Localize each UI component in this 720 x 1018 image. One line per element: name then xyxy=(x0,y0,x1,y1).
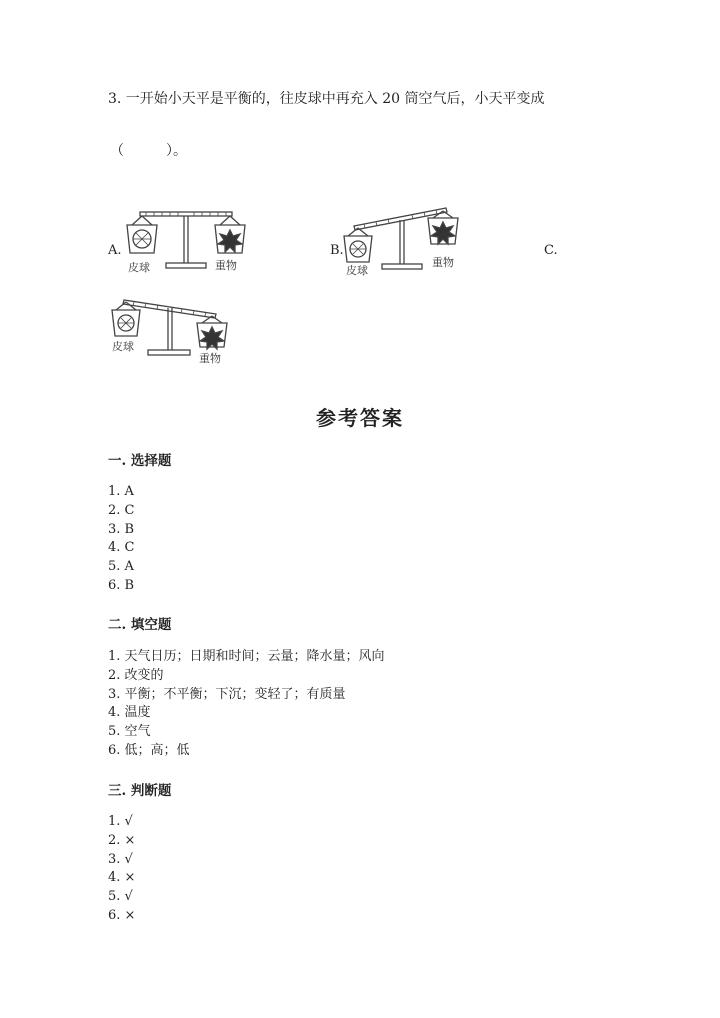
list-item: 5. 空气 xyxy=(108,724,151,740)
option-c-left-label: 皮球 xyxy=(112,340,134,353)
list-item: 5. √ xyxy=(108,889,133,905)
list-item: 3. 平衡；不平衡；下沉；变轻了；有质量 xyxy=(108,686,346,702)
option-a-left-label: 皮球 xyxy=(128,261,150,274)
balance-scale-a-image xyxy=(120,205,260,280)
list-item: 4. 温度 xyxy=(108,705,151,721)
list-item: 6. B xyxy=(108,577,135,593)
list-item: 6. × xyxy=(108,907,136,923)
list-item: 3. B xyxy=(108,521,135,537)
option-b-letter: B. xyxy=(330,243,344,258)
list-item: 5. A xyxy=(108,559,134,575)
list-item: 1. 天气日历；日期和时间；云量；降水量；风向 xyxy=(108,649,385,664)
balance-scale-c-image xyxy=(108,292,238,372)
list-item: 2. C xyxy=(108,502,135,518)
answer-key-title: 参考答案 xyxy=(316,406,404,430)
list-item: 2. × xyxy=(108,832,136,848)
list-item: 3. √ xyxy=(108,851,133,867)
list-item: 6. 低；高；低 xyxy=(108,742,190,758)
option-b-left-label: 皮球 xyxy=(346,264,368,277)
answer-blank: （ ）。 xyxy=(110,143,187,159)
section-title-choice: 一. 选择题 xyxy=(108,453,172,469)
balance-scale-b-image xyxy=(340,198,470,280)
list-item: 1. A xyxy=(108,484,134,499)
list-item: 2. 改变的 xyxy=(108,667,164,683)
section-title-fill: 二. 填空题 xyxy=(108,617,172,633)
option-a-right-label: 重物 xyxy=(215,259,237,272)
option-c-right-label: 重物 xyxy=(199,352,221,365)
answer-list-choice xyxy=(108,483,134,596)
option-c-letter: C. xyxy=(544,243,558,258)
question-text: 3. 一开始小天平是平衡的，往皮球中再充入 20 筒空气后，小天平变成 xyxy=(108,91,545,107)
list-item: 1. √ xyxy=(108,814,133,829)
answer-list-judge xyxy=(108,813,135,926)
option-a-letter: A. xyxy=(108,243,122,258)
list-item: 4. C xyxy=(108,540,135,556)
answer-list-fill xyxy=(108,648,385,761)
section-title-judge: 三. 判断题 xyxy=(108,783,172,799)
list-item: 4. × xyxy=(108,870,136,886)
option-b-right-label: 重物 xyxy=(432,256,454,269)
